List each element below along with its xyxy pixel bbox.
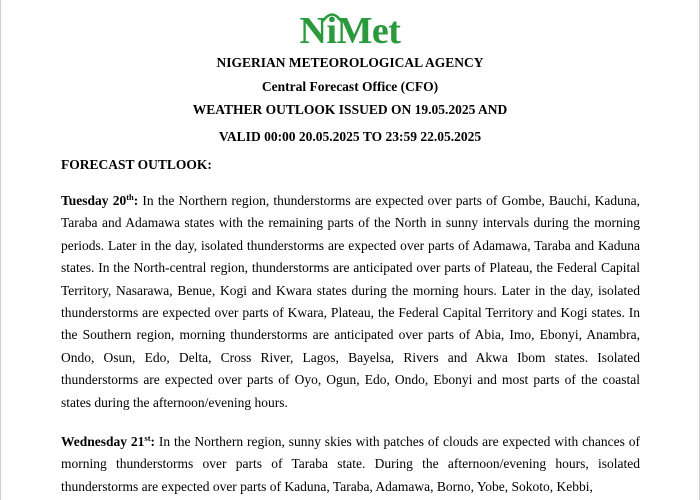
day-label-wednesday: Wednesday 21st: [61, 433, 156, 449]
nimet-logo-text: N iMet [299, 10, 401, 52]
forecast-paragraph-tuesday [61, 190, 640, 414]
forecast-paragraph-wednesday [61, 431, 640, 498]
logo-i-letter: i [327, 8, 337, 54]
issued-line: WEATHER OUTLOOK ISSUED ON 19.05.2025 AND [192, 102, 508, 117]
valid-line: VALID 00:00 20.05.2025 TO 23:59 22.05.2025 [218, 129, 482, 144]
office-name: Central Forecast Office (CFO) [261, 79, 439, 94]
nimet-logo [0, 8, 700, 54]
forecast-outlook-title: FORECAST OUTLOOK: [61, 157, 212, 172]
agency-name: NIGERIAN METEOROLOGICAL AGENCY [216, 55, 484, 70]
day-label-tuesday: Tuesday 20th: [61, 192, 139, 208]
forecast-text-wednesday: In the Northern region, sunny skies with patches of clouds are expected with chances of morning thunderstorms over parts of Taraba state. During the afternoon/evening hours, isolated thunderstorms are expected over parts of Kaduna, Taraba, Adamawa, Borno, Yobe, Sokoto, Kebbi, [61, 434, 640, 494]
logo-arc-icon [321, 10, 343, 22]
forecast-text-tuesday: In the Northern region, thunderstorms are expected over parts of Gombe, Bauchi, Kaduna, Taraba and Adamawa states with the remaining parts of the North in sunny intervals during the morning periods. Later in the day, isolated thunderstorms are expected over parts of Adamawa, Taraba and Kaduna states. In the North-central region, thunderstorms are anticipated over parts of Plateau, the Federal Capital Territory, Nasarawa, Benue, Kogi and Kwara states during the morning hours. Later in the day, isolated thunderstorms are expected over parts of Kwara, Plateau, the Federal Capital Territory and Kogi states. In the Southern region, morning thunderstorms are anticipated over parts of Abia, Imo, Ebonyi, Anambra, Ondo, Osun, Edo, Delta, Cross River, Lagos, Bayelsa, Rivers and Akwa Ibom states. Isolated thunderstorms are expected over parts of Oyo, Ogun, Edo, Ondo, Ebonyi and most parts of the coastal states during the afternoon/evening hours. [61, 193, 641, 410]
